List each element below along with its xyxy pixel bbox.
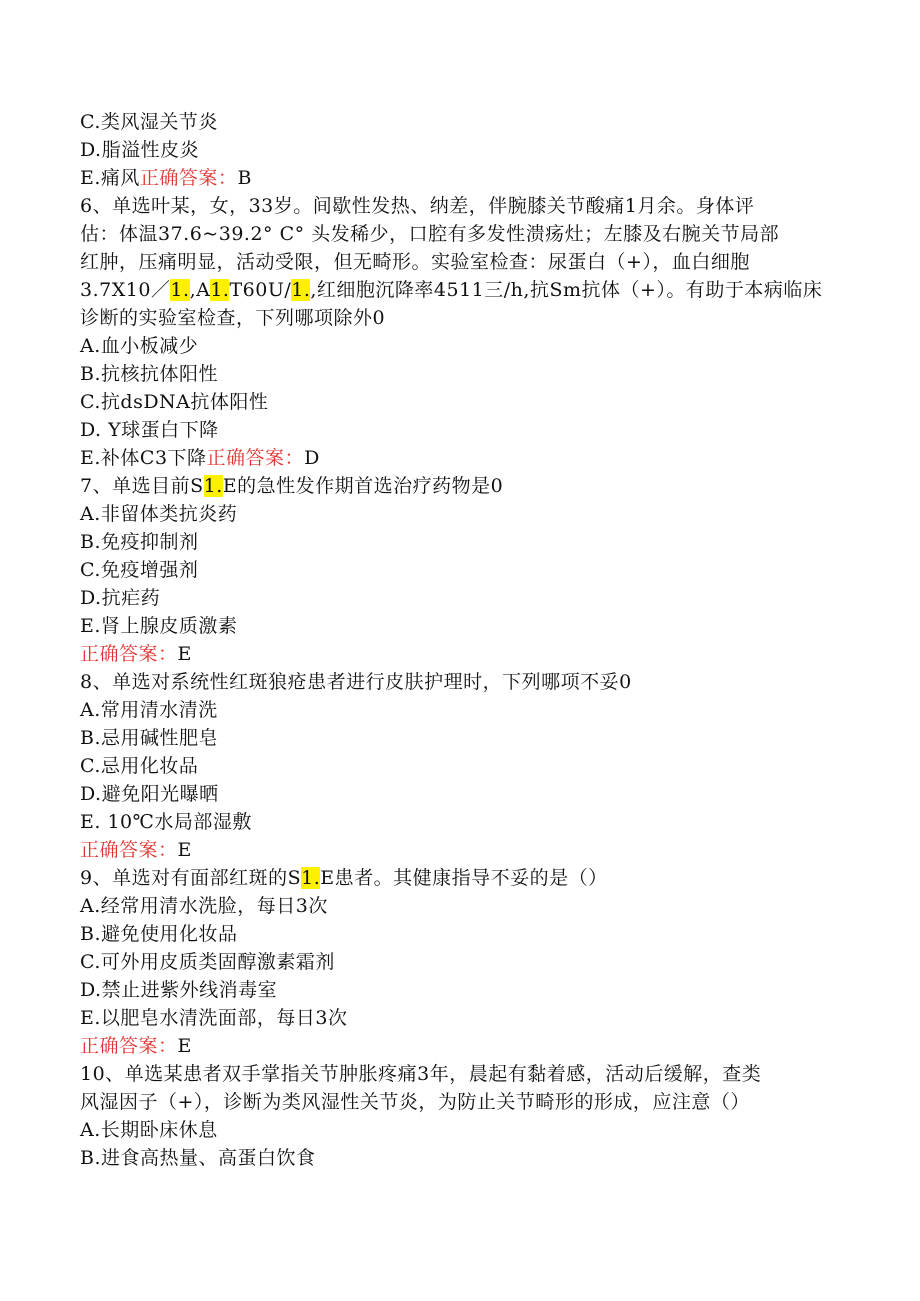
option-line: D. Y球蛋白下降 (80, 419, 219, 441)
option-line: A.常用清水清洗 (80, 699, 218, 721)
answer-value: E (177, 839, 192, 861)
question-line: 8、单选对系统性红斑狼疮患者进行皮肤护理时，下列哪项不妥0 (80, 671, 632, 693)
option-text: E.补体C3下降 (80, 447, 207, 469)
option-line: B.忌用碱性肥皂 (80, 727, 219, 749)
question-line: 风湿因子（+），诊断为类风湿性关节炎，为防止关节畸形的形成，应注意（） (80, 1091, 750, 1113)
answer-label: 正确答案： (80, 643, 178, 665)
option-line: C.可外用皮质类固醇激素霜剂 (80, 951, 335, 973)
document-body (80, 108, 840, 1172)
option-line: D.抗疟药 (80, 587, 161, 609)
text-segment: T60U/ (229, 279, 292, 301)
option-line: A.长期卧床休息 (80, 1119, 218, 1141)
text-segment: ,A (189, 279, 211, 301)
highlighted-text: 1. (203, 475, 223, 497)
question-line (80, 276, 840, 304)
option-line: D.脂溢性皮炎 (80, 139, 200, 161)
answer-value: E (177, 643, 192, 665)
option-line: B.免疫抑制剂 (80, 531, 199, 553)
option-line: B.进食高热量、高蛋白饮食 (80, 1147, 316, 1169)
answer-line (80, 1032, 840, 1060)
answer-label: 正确答案： (139, 167, 238, 189)
answer-label: 正确答案： (206, 447, 305, 469)
question-line: 10、单选某患者双手掌指关节肿胀疼痛3年，晨起有黏着感，活动后缓解，查类 (80, 1063, 762, 1085)
option-line: E. 10℃水局部湿敷 (80, 811, 252, 833)
option-line: A.经常用清水洗脸，每日3次 (80, 895, 328, 917)
answer-value: B (237, 167, 252, 189)
option-line: C.抗dsDNA抗体阳性 (80, 391, 269, 413)
answer-value: D (304, 447, 320, 469)
text-segment: ,红细胞沉降率4511三/h,抗Sm抗体（+）。有助于本病临床 (310, 279, 823, 301)
text-segment: E的急性发作期首选治疗药物是0 (222, 475, 504, 497)
text-segment: 9、单选对有面部红斑的S (80, 867, 302, 889)
option-line: A.非留体类抗炎药 (80, 503, 238, 525)
text-segment: 3.7X10／ (80, 279, 171, 301)
option-line: B.抗核抗体阳性 (80, 363, 219, 385)
text-segment: E患者。其健康指导不妥的是（） (320, 867, 608, 889)
highlighted-text: 1. (291, 279, 311, 301)
answer-line (80, 640, 840, 668)
option-line: D.避免阳光曝晒 (80, 783, 219, 805)
question-line (80, 472, 840, 500)
answer-label: 正确答案： (80, 1035, 178, 1057)
option-text: E.痛风 (80, 167, 140, 189)
option-line: C.忌用化妆品 (80, 755, 199, 777)
question-line: 6、单选叶某，女，33岁。间歇性发热、纳差，伴腕膝关节酸痛1月余。身体评 (80, 195, 755, 217)
answer-value: E (177, 1035, 192, 1057)
question-line: 诊断的实验室检查，下列哪项除外0 (80, 307, 386, 329)
highlighted-text: 1. (210, 279, 230, 301)
option-with-answer-line (80, 444, 840, 472)
option-line: C.免疫增强剂 (80, 559, 199, 581)
highlighted-text: 1. (301, 867, 321, 889)
question-line: 估：体温37.6~39.2° C° 头发稀少，口腔有多发性溃疡灶；左膝及右腕关节局部 (80, 223, 780, 245)
highlighted-text: 1. (170, 279, 190, 301)
answer-label: 正确答案： (80, 839, 178, 861)
option-line: E.肾上腺皮质激素 (80, 615, 238, 637)
option-line: D.禁止进紫外线消毒室 (80, 979, 278, 1001)
option-line: E.以肥皂水清洗面部，每日3次 (80, 1007, 348, 1029)
option-with-answer-line (80, 164, 840, 192)
question-line (80, 864, 840, 892)
option-line: C.类风湿关节炎 (80, 111, 218, 133)
option-line: B.避免使用化妆品 (80, 923, 238, 945)
option-line: A.血小板减少 (80, 335, 199, 357)
question-line: 红肿，压痛明显，活动受限，但无畸形。实验室检查：尿蛋白（+），血白细胞 (80, 251, 750, 273)
text-segment: 7、单选目前S (80, 475, 204, 497)
answer-line (80, 836, 840, 864)
